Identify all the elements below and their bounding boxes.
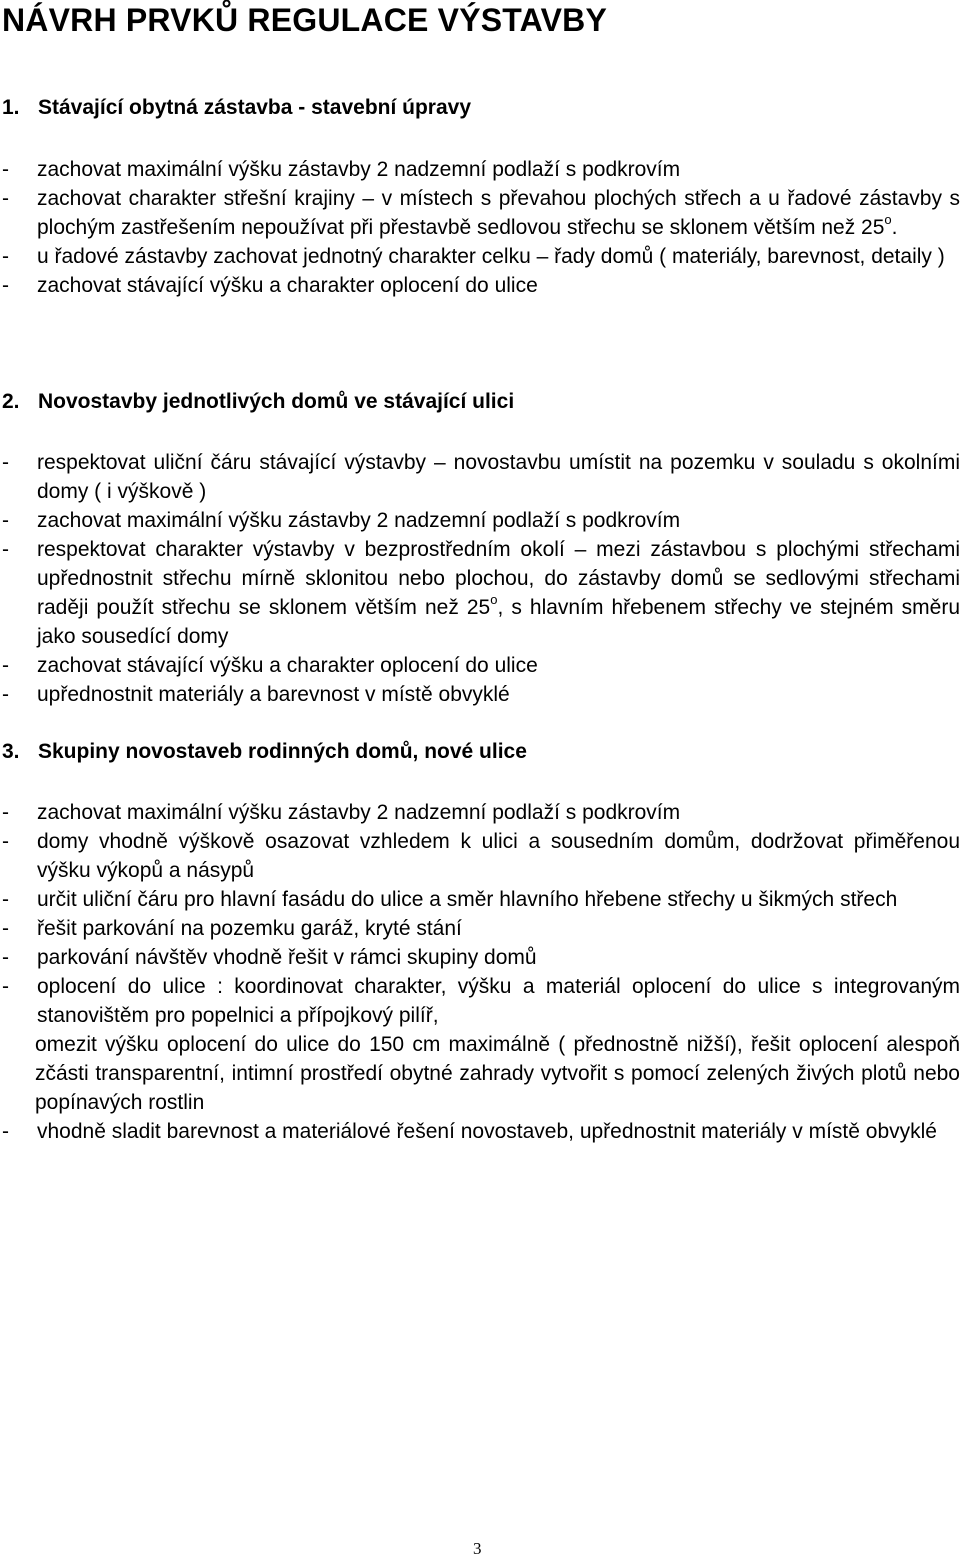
list-item: - zachovat charakter střešní krajiny – v místech s převahou plochých střech a u řadové zástavby s plochým zastřešením nepoužívat při přestavbě sedlovou střechu se sklonem větším než 25$^o$. (2, 187, 960, 239)
section-3-list (0, 798, 960, 1146)
list-item: - zachovat maximální výšku zástavby 2 nadzemní podlaží s podkrovím (2, 158, 681, 181)
page-number: 3 (473, 1539, 482, 1558)
list-item: - zachovat maximální výšku zástavby 2 nadzemní podlaží s podkrovím (2, 509, 681, 532)
section-2-list (0, 448, 960, 709)
list-item: - parkování návštěv vhodně řešit v rámci skupiny domů (2, 946, 537, 969)
list-item: - respektovat uliční čáru stávající výstavby – novostavbu umístit na pozemku v souladu s okolními domy ( i výškově ) (2, 451, 960, 503)
section-1-list (0, 155, 960, 300)
list-item: - zachovat stávající výšku a charakter oplocení do ulice (2, 654, 538, 677)
list-item: - řešit parkování na pozemku garáž, kryté stání (2, 917, 462, 940)
list-item: - u řadové zástavby zachovat jednotný charakter celku – řady domů ( materiály, barevnost, detaily ) (2, 245, 945, 268)
section-heading-text: Stávající obytná zástavba - stavební úpravy (38, 96, 472, 119)
list-item: - oplocení do ulice : koordinovat charakter, výšku a materiál oplocení do ulice s integrovaným stanovištěm pro popelnici a přípojkový pilíř, (2, 975, 960, 1027)
list-item: - určit uliční čáru pro hlavní fasádu do ulice a směr hlavního hřebene střechy u šikmých střech (2, 888, 898, 911)
section-heading-text: Skupiny novostaveb rodinných domů, nové ulice (38, 740, 527, 763)
list-item: - zachovat maximální výšku zástavby 2 nadzemní podlaží s podkrovím (2, 801, 681, 824)
section-number: 1. (2, 96, 20, 119)
section-heading-text: Novostavby jednotlivých domů ve stávající ulici (38, 390, 515, 413)
section-number: 3. (2, 740, 20, 763)
list-item-continuation: omezit výšku oplocení do ulice do 150 cm maximálně ( přednostně nižší), řešit oplocení alespoň zčásti transparentní, intimní prostředí obytné zahrady vytvořit s pomocí zelených živých plotů nebo popínavých rostlin (35, 1033, 960, 1114)
section-heading-1 (2, 96, 471, 120)
page-title: NÁVRH PRVKŮ REGULACE VÝSTAVBY (2, 2, 607, 38)
section-heading-2 (2, 390, 514, 414)
section-heading-3 (2, 740, 527, 764)
section-number: 2. (2, 390, 20, 413)
list-item: - domy vhodně výškově osazovat vzhledem k ulici a sousedním domům, dodržovat přiměřenou výšku výkopů a násypů (2, 830, 960, 882)
list-item: - upřednostnit materiály a barevnost v místě obvyklé (2, 683, 510, 706)
list-item: - respektovat charakter výstavby v bezprostředním okolí – mezi zástavbou s plochými střechami upřednostnit střechu mírně sklonitou nebo plochou, do zástavby domů se sedlovými střechami raději použít střechu se sklonem větším než 25$^o$, s hlavním hřebenem střechy ve stejném směru jako sousedící domy (2, 538, 960, 648)
list-item: - zachovat stávající výšku a charakter oplocení do ulice (2, 274, 538, 297)
list-item: - vhodně sladit barevnost a materiálové řešení novostaveb, upřednostnit materiály v místě obvyklé (2, 1120, 937, 1143)
